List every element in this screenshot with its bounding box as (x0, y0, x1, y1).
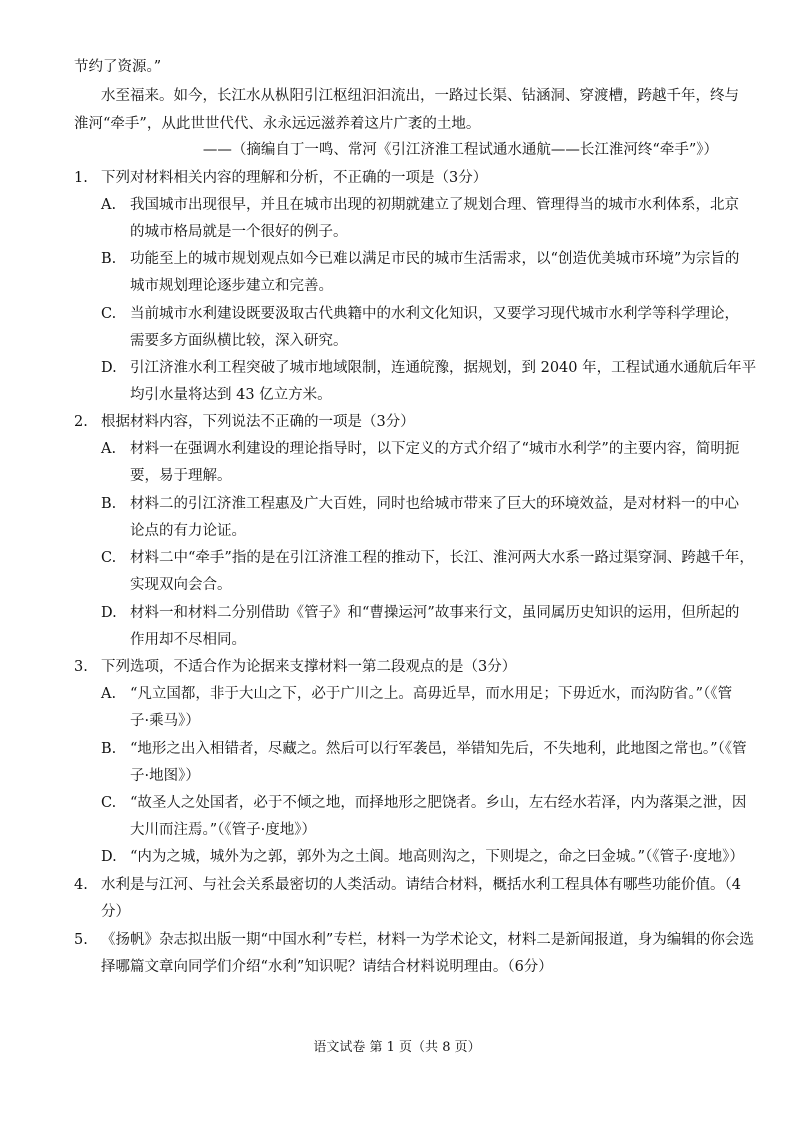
option-letter: B. (101, 741, 117, 757)
question-stem: 下列对材料相关内容的理解和分析，不正确的一项是（3分） (101, 170, 488, 186)
option-text: 引江济淮水利工程突破了城市地域限制，连通皖豫，据规划，到 2040 年，工程试通水通航后年平 (130, 360, 757, 376)
option-text: “凡立国都，非于大山之下，必于广川之上。高毋近旱，而水用足；下毋近水，而沟防省。”（《管 (130, 686, 733, 702)
option-text-cont: 子·地图》） (130, 768, 200, 784)
question-number: 2. (74, 414, 88, 430)
option-text: “故圣人之处国者，必于不倾之地，而择地形之肥饶者。乡山，左右经水若泽，内为落渠之泄，因 (130, 795, 747, 811)
option-letter: D. (101, 849, 117, 865)
question-number: 4. (74, 877, 88, 893)
option-text-cont: 子·乘马》） (130, 713, 200, 729)
option-letter: A. (101, 686, 117, 702)
question-stem: 水利是与江河、与社会关系最密切的人类活动。请结合材料，概括水利工程具体有哪些功能价值。（4 (101, 877, 741, 893)
option-text-cont: 论点的有力论证。 (130, 523, 246, 539)
option-text-cont: 实现双向会合。 (130, 577, 232, 593)
question-number: 3. (74, 659, 88, 675)
option-text: 材料一在强调水利建设的理论指导时，以下定义的方式介绍了“城市水利学”的主要内容，简明扼 (130, 441, 740, 457)
question-stem-cont: 分） (101, 904, 130, 920)
option-text: “内为之城，城外为之郭，郭外为之土阆。地高则沟之，下则堤之，命之曰金城。”（《管子·度地》） (130, 849, 744, 865)
question-stem: 下列选项，不适合作为论据来支撑材料一第二段观点的是（3分） (101, 659, 517, 675)
passage-line: 节约了资源。” (74, 59, 162, 75)
option-text-cont: 的城市格局就是一个很好的例子。 (130, 224, 348, 240)
option-letter: D. (101, 360, 117, 376)
option-letter: A. (101, 441, 117, 457)
question-number: 5. (74, 932, 88, 948)
option-letter: C. (101, 306, 117, 322)
option-letter: B. (101, 251, 117, 267)
option-text: 当前城市水利建设既要汲取古代典籍中的水利文化知识，又要学习现代城市水利学等科学理论， (130, 306, 739, 322)
option-text: 材料一和材料二分别借助《管子》和“曹操运河”故事来行文，虽同属历史知识的运用，但所起的 (130, 605, 740, 621)
option-text-cont: 城市规划理论逐步建立和完善。 (130, 278, 333, 294)
option-letter: D. (101, 605, 117, 621)
option-text-cont: 作用却不尽相同。 (130, 632, 246, 648)
option-text: 我国城市出现很早，并且在城市出现的初期就建立了规划合理、管理得当的城市水利体系，北京 (130, 197, 739, 213)
option-text-cont: 需要多方面纵横比较，深入研究。 (130, 333, 348, 349)
passage-line: 水至福来。如今，长江水从枞阳引江枢纽汩汩流出，一路过长渠、钻涵洞、穿渡槽，跨越千年，终与 (101, 88, 739, 104)
option-text-cont: 大川而注焉。”（《管子·度地》） (130, 822, 317, 838)
page-footer: 语文试卷 第 1 页（共 8 页） (313, 1040, 481, 1055)
option-text-cont: 要，易于理解。 (130, 468, 232, 484)
passage-line: 淮河“牵手”，从此世世代代、永永远远滋养着这片广袤的土地。 (74, 116, 481, 132)
option-letter: C. (101, 550, 117, 566)
question-number: 1. (74, 170, 88, 186)
option-letter: A. (101, 197, 117, 213)
option-text-cont: 均引水量将达到 43 亿立方米。 (130, 387, 332, 403)
option-letter: C. (101, 795, 117, 811)
option-text: 材料二的引江济淮工程惠及广大百姓，同时也给城市带来了巨大的环境效益，是对材料一的中心 (130, 496, 739, 512)
option-letter: B. (101, 496, 117, 512)
passage-source: ——（摘编自丁一鸣、常河《引江济淮工程试通水通航——长江淮河终“牵手”》） (202, 142, 718, 158)
option-text: 材料二中“牵手”指的是在引江济淮工程的推动下，长江、淮河两大水系一路过渠穿洞、跨越千年， (130, 550, 754, 566)
option-text: 功能至上的城市规划观点如今已难以满足市民的城市生活需求，以“创造优美城市环境”为宗旨的 (130, 251, 740, 267)
option-text: “地形之出入相错者，尽藏之。然后可以行军袭邑，举错知先后，不失地利，此地图之常也。”（《管 (130, 741, 747, 757)
question-stem: 《扬帆》杂志拟出版一期“中国水利”专栏，材料一为学术论文，材料二是新闻报道，身为编辑的你会选 (101, 932, 754, 948)
question-stem-cont: 择哪篇文章向同学们介绍“水利”知识呢？请结合材料说明理由。（6分） (101, 959, 553, 975)
question-stem: 根据材料内容，下列说法不正确的一项是（3分） (101, 414, 415, 430)
